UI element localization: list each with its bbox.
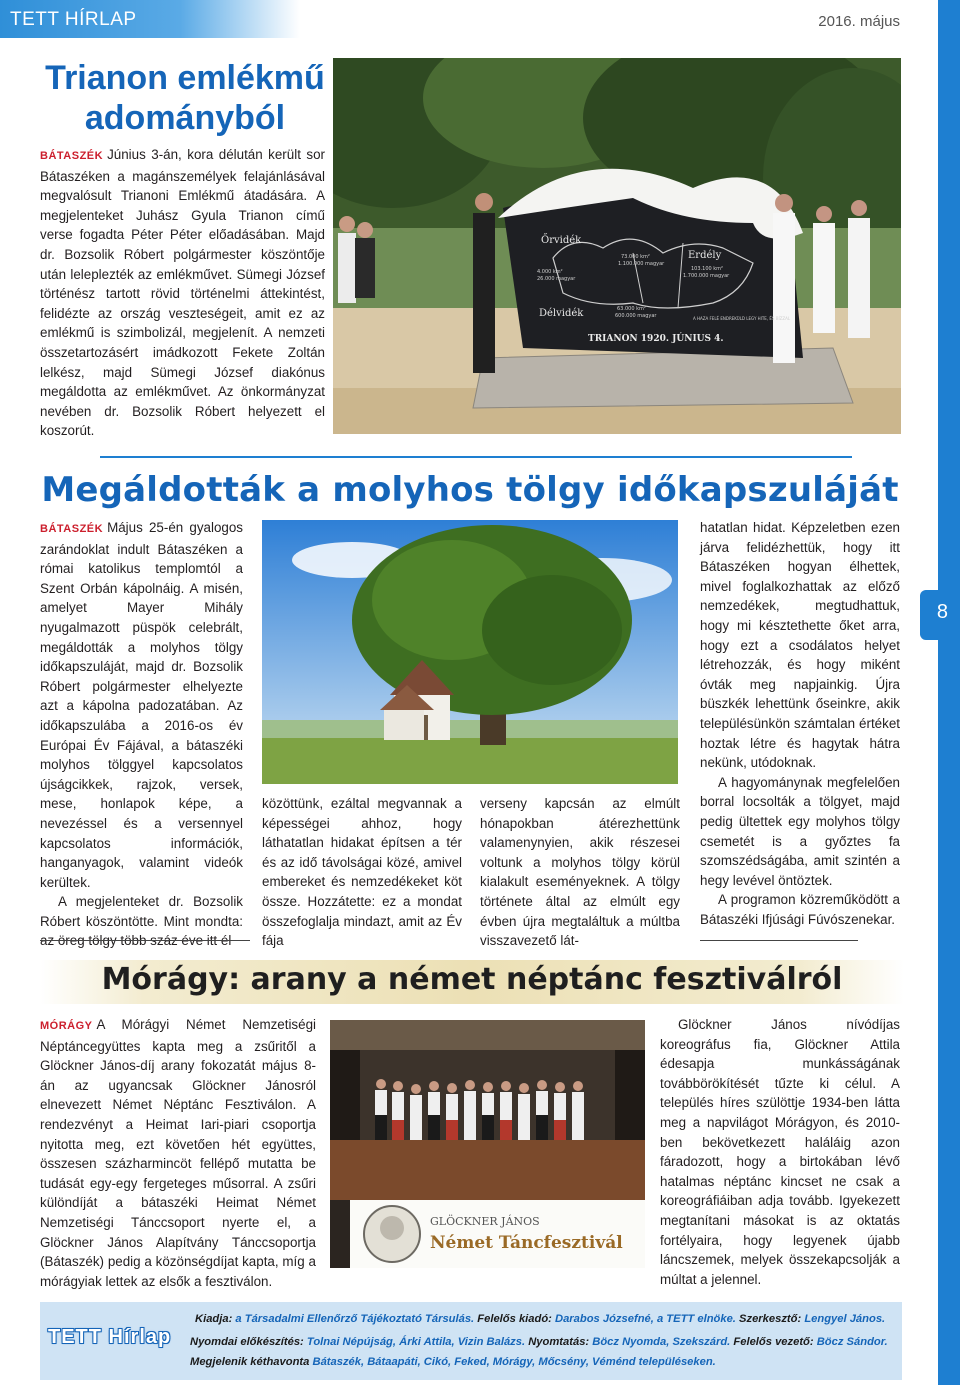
- monument-region-bottom: Délvidék: [539, 308, 584, 319]
- footer-logo: TETT Hírlap: [48, 1326, 172, 1348]
- dance-festival-photo: [330, 1020, 645, 1268]
- resp-label: Felelős kiadó:: [477, 1313, 552, 1325]
- article2-col4-p3: A programon közreműködött a Bátaszéki Ifjúsági Fúvószenekar.: [700, 892, 900, 927]
- article1-title: Trianon emlékmű adományból: [45, 59, 325, 137]
- publisher-label: Kiadja:: [195, 1313, 233, 1325]
- towns-value: Bátaszék, Bátaapáti, Cikó, Feked, Mórágy, Mőcsény, Véménd településeken.: [312, 1356, 716, 1368]
- issue-date: 2016. május: [818, 13, 900, 30]
- article1-place: BÁTASZÉK: [40, 150, 104, 162]
- monument-photo: [333, 58, 901, 434]
- article3-col1-text: A Mórágyi Német Nemzetiségi Néptáncegyüttes kapta meg a zsűritől a Glöckner János-díj arany fokozatát május 8-án az ugyancsak Glöckner Jánosról elnevezett Német Néptánc Fesztiválon. A rendezvényt a Heimat Iari-piari csoportja nyitotta meg, ezt követően hét együttes, összesen százharmincöt fellépő mutatta be tudását egy-egy fergeteges műsorral. A zsűri különdíját a bátaszéki Heimat Német Nemzetiségi Tánccsoport nyerte el, a Glöckner János Alapítvány Tánccsoportja (Bátaszék) pedig a közönségdíjat kapta, míg a mórágyiak lettek az elsők a fesztiválon.: [40, 1017, 316, 1289]
- article2-col1: [40, 518, 243, 951]
- prep-value: Tolnai Népújság, Árki Attila, Vizin Balázs.: [306, 1336, 526, 1348]
- article3-col1: [40, 1015, 316, 1291]
- article1-text: Június 3-án, kora délután került sor Bátaszéken a magánszemélyek felajánlásával megvalósult Trianoni Emlékmű átadására. A megjelenteket Juhász Gyula Trianon című verse fogadta Péter Péter előadásában. Majd dr. Bozsolik Róbert polgármester köszöntője után leleplezték az emlékművet. Sümegi József történész tartott rövid történelmi áttekintést, felidézte az ország veszteségeit, amit ez az emlékmű is szimbolizál, megjelenít. A nemzeti összetartozásért imádkozott Fekete Zoltán lelkész, majd Sümegi József diakónus megáldotta az emlékművet. Az önkormányzat nevében dr. Bozsolik Róbert helyezett el koszorút.: [40, 147, 325, 439]
- article2-col1-text: Május 25-én gyalogos zarándoklat indult Bátaszéken a római katolikus templomtól a Szent Orbán kápolnáig. A misén, amelyet Mayer Mihály nyugalmazott püspök celebrált, megáldották a molyhos tölgy időkapszuláját, majd dr. Bozsolik Róbert polgármester elhelyezte azt a kápolna padozatában. Az időkapszulába a 2016-os év Európai Év Fájával, a bátaszéki molyhos tölggyel kapcsolatos újságcikkek, rajzok, versek, mese, honlapok képe, a nevezéssel és a versennyel kapcsolatos információk, hanganyagok, valamint videók kerültek.: [40, 520, 243, 890]
- footer-line2: [190, 1336, 888, 1348]
- article3-title: Mórágy: arany a német néptánc fesztiválról: [101, 962, 843, 997]
- footer-line3: [190, 1356, 716, 1368]
- editor-value: Lengyel János.: [804, 1313, 886, 1325]
- masthead-title: TETT HÍRLAP: [10, 9, 137, 30]
- article2-col4-text: hatatlan hidat. Képzeletben ezen járva felidézhettük, hogy itt Bátaszéken hogyan élhettek, mivel foglalkozhattak az előző nemzedékek, megtudhattuk, hogy mi késztethette őket arra, hogy ezt a csodálatos helyet létrehozzák, és hogy miként óvták meg napjainkig. Újra büszkék lehettünk őseinkre, akik településünkön számtalan értéket hoztak létre és hagytak hátra nekünk, utódoknak.: [700, 520, 900, 771]
- resp-value: Darabos Józsefné, a TETT elnöke.: [555, 1313, 736, 1325]
- monument-inscription: TRIANON 1920. JÚNIUS 4.: [588, 334, 724, 344]
- monument-stat-right2: 1.700.000 magyar: [683, 273, 730, 279]
- banner-line1: GLÖCKNER JÁNOS: [430, 1215, 540, 1228]
- freq-label: Megjelenik kéthavonta: [190, 1356, 310, 1368]
- article3-col2-text: Glöckner János nívódíjas koreográfus fia, Glöckner Attila édesapja munkásságának továbbörökítését tűzte ki célul. A település híres szülöttje 1934-ben látta meg a napvilágot Mórágyon, és 2010-ben bekövetkezett haláláig azon fáradozott, hogy a birtokában lévő hatalmas néptánc kincset ne csak a koreográfiáiban adja tovább. Igyekezett megtanítani másokat is az oktatás fortélyaira, hogy legyenek újabb láncszemek, melyek összekapcsolják a múltat a jelennel.: [660, 1017, 900, 1287]
- article3-col2: [660, 1015, 900, 1289]
- monument-stat-left2: 26.000 magyar: [537, 276, 576, 282]
- footer-line1: [195, 1313, 885, 1325]
- oak-tree-photo: [262, 520, 678, 784]
- article2-bottom-rule-left: [40, 940, 250, 941]
- publisher-value: a Társadalmi Ellenőrző Tájékoztató Társulás.: [235, 1313, 475, 1325]
- monument-stat-center2: 1.100.000 magyar: [618, 261, 665, 267]
- print-label: Nyomtatás:: [528, 1336, 590, 1348]
- editor-label: Szerkesztő:: [739, 1313, 802, 1325]
- monument-stat-right: 103.100 km²: [691, 266, 724, 272]
- monument-region-left: Őrvidék: [541, 235, 582, 246]
- article2-col3: [480, 794, 680, 951]
- monument-stat-bottom2: 600.000 magyar: [615, 313, 657, 319]
- article2-col2: [262, 794, 462, 951]
- article2-place: BÁTASZÉK: [40, 523, 104, 535]
- monument-stat-left: 4.000 km²: [537, 269, 563, 275]
- print-value: Böcz Nyomda, Szekszárd.: [592, 1336, 731, 1348]
- monument-small-text: A HAZA FELÉ ENDREKÜLD LEGY HITE, ÉS BÍZZAL: [693, 316, 791, 321]
- prep-label: Nyomdai előkészítés:: [190, 1336, 304, 1348]
- article2-col3-text: verseny kapcsán az elmúlt hónapokban átérezhettünk valamenynyien, akik részesei voltunk a molyhos tölgy körül kialakult eseményeknek. A tölgy története által az elmúlt egy évben újra megtaláltuk a múltba visszavezető lát-: [480, 796, 680, 949]
- banner-line2: Német Táncfesztivál: [430, 1233, 623, 1253]
- monument-stat-bottom: 63.000 km²: [617, 306, 646, 312]
- lead-label: Felelős vezető:: [733, 1336, 814, 1348]
- article2-col1-p2: A megjelenteket dr. Bozsolik Róbert köszöntötte. Mint mondta:: [40, 894, 243, 929]
- monument-region-right: Erdély: [688, 250, 722, 261]
- article2-top-rule: [100, 456, 852, 458]
- article3-place: MÓRÁGY: [40, 1020, 93, 1032]
- article1-body: [40, 145, 325, 441]
- article2-title: Megáldották a molyhos tölgy időkapszuláját: [41, 470, 899, 510]
- masthead-bar: [0, 0, 300, 38]
- page-number: 8: [936, 601, 948, 623]
- lead-value: Böcz Sándor.: [816, 1336, 888, 1348]
- article2-col4: [700, 518, 900, 929]
- article2-col2-text: közöttünk, ezáltal megvannak a képességei ahhoz, hogy láthatatlan hidakat építsen a tér és az idő távolságai közé, amivel embereket és nemzedékeket köt össze. Hozzátette: ez a mondat összefoglalja mindazt, amit az Év fája: [262, 796, 462, 949]
- monument-stat-center: 73.000 km²: [621, 254, 650, 260]
- article2-col4-p2: A hagyománynak megfelelően borral locsolták a tölgyet, majd pedig ültettek egy molyhos tölgy csemetét is a győztes fa szomszédságába, amit szintén a hegy levével öntöztek.: [700, 774, 900, 888]
- side-strip: [938, 0, 960, 1385]
- article2-bottom-rule-right: [700, 940, 858, 941]
